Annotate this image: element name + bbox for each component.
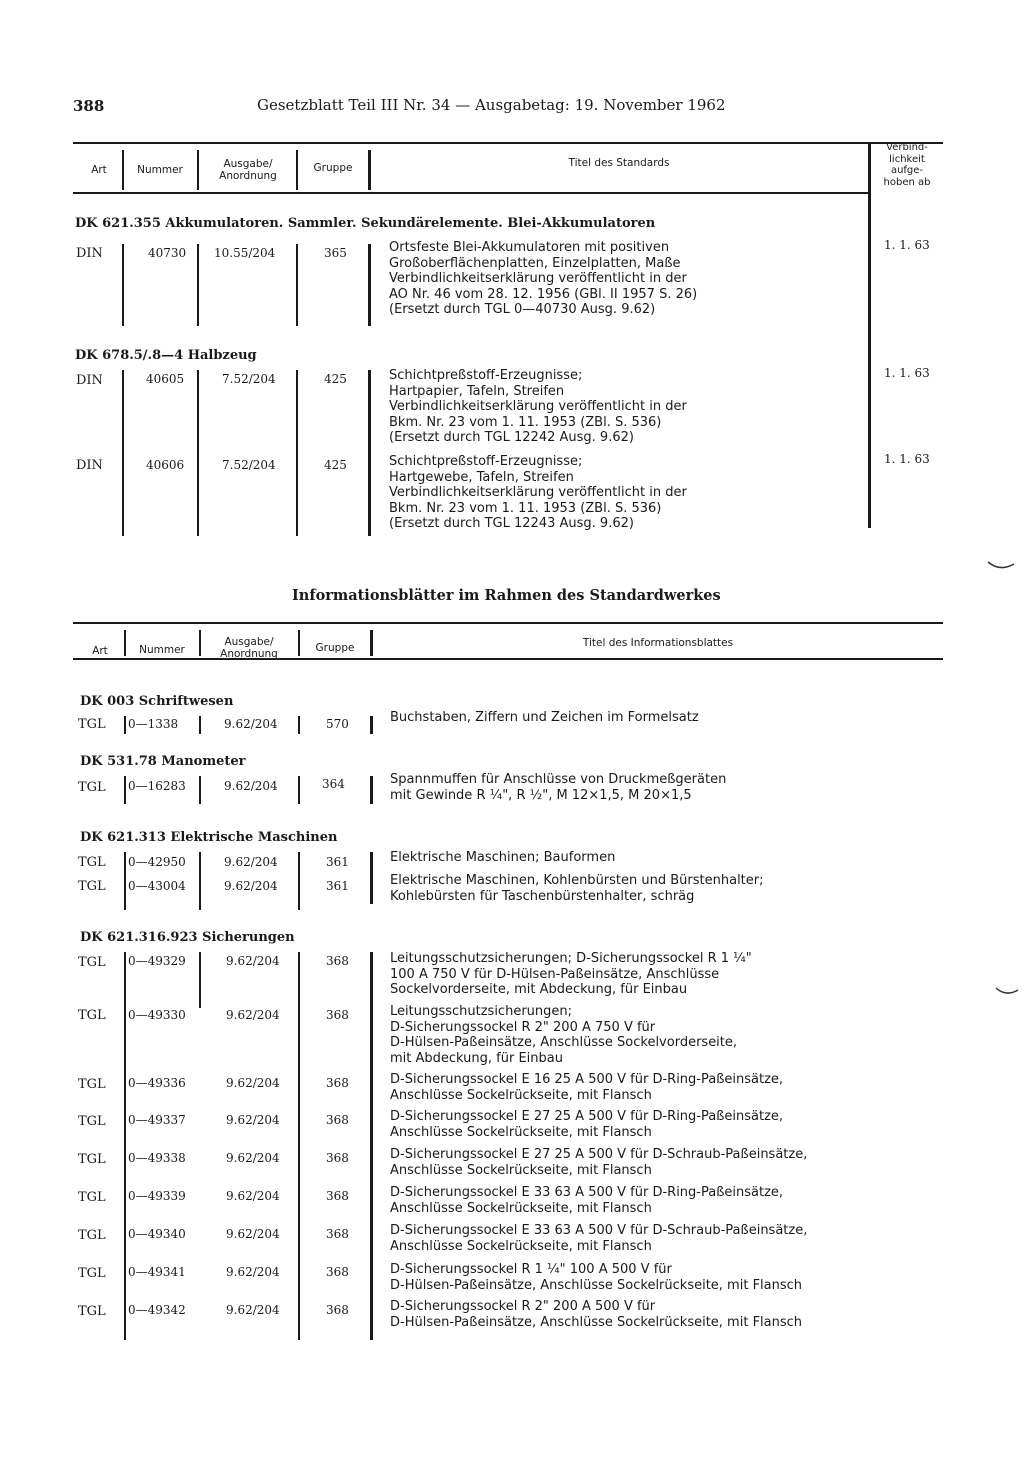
table1-divider <box>368 150 371 190</box>
row-divider <box>124 716 126 734</box>
title-line: Hartgewebe, Tafeln, Streifen <box>389 469 574 485</box>
cell-titel <box>390 1109 783 1140</box>
cell-gruppe: 368 <box>326 1008 349 1022</box>
row-divider <box>199 776 201 804</box>
table1-top-rule <box>73 142 943 144</box>
title-line: mit Abdeckung, für Einbau <box>390 1050 563 1066</box>
cell-gruppe: 361 <box>326 879 349 893</box>
title-line: AO Nr. 46 vom 28. 12. 1956 (GBl. II 1957 S. 26) <box>389 286 698 302</box>
margin-mark-icon <box>994 984 1020 998</box>
cell-art: TGL <box>78 1152 106 1167</box>
table2-col-gruppe: Gruppe <box>315 642 355 654</box>
title-line: Bkm. Nr. 23 vom 1. 11. 1953 (ZBl. S. 536) <box>389 414 662 430</box>
title-line: Anschlüsse Sockelrückseite, mit Flansch <box>390 1087 652 1103</box>
cell-art: TGL <box>78 780 106 795</box>
section-heading: DK 621.313 Elektrische Maschinen <box>80 830 338 845</box>
cell-gruppe: 368 <box>326 1265 349 1279</box>
title-line: Leitungsschutzsicherungen; <box>390 1004 573 1019</box>
table1-col-verbindlich-line3: aufge- <box>890 165 924 176</box>
title-line: D-Sicherungssockel E 33 63 A 500 V für D-Schraub-Paßeinsätze, <box>390 1223 808 1238</box>
table2-col-art: Art <box>92 645 108 657</box>
cell-nummer: 0—49340 <box>128 1227 186 1241</box>
cell-art: DIN <box>76 246 103 261</box>
title-line: D-Sicherungssockel E 16 25 A 500 V für D-Ring-Paßeinsätze, <box>390 1072 784 1087</box>
row-divider <box>370 716 373 734</box>
cell-titel <box>389 368 687 446</box>
table2-divider <box>298 630 300 656</box>
title-line: (Ersetzt durch TGL 12242 Ausg. 9.62) <box>389 430 634 445</box>
cell-titel <box>390 1223 807 1254</box>
table1-col-gruppe: Gruppe <box>313 162 353 174</box>
row-divider <box>296 244 298 326</box>
table1-date-column-rule <box>868 142 871 528</box>
cell-nummer: 0—16283 <box>128 779 186 793</box>
table1-col-ausgabe-line1: Ausgabe/ <box>223 158 273 170</box>
cell-nummer: 40730 <box>148 246 187 260</box>
table1-divider <box>122 150 124 190</box>
section-heading: DK 678.5/.8—4 Halbzeug <box>75 348 257 363</box>
table2-top-rule <box>73 622 943 624</box>
table2-col-titel: Titel des Informationsblattes <box>582 637 734 649</box>
title-line: D-Sicherungssockel E 27 25 A 500 V für D-Schraub-Paßeinsätze, <box>390 1147 808 1162</box>
table1-divider <box>296 150 298 190</box>
row-divider <box>370 776 373 804</box>
cell-ausgabe: 7.52/204 <box>222 372 276 386</box>
table1-col-verbindlich-line2: lichkeit <box>889 153 925 165</box>
title-line: Verbindlichkeitserklärung veröffentlicht in der <box>389 271 687 286</box>
cell-titel <box>390 1072 783 1103</box>
row-divider <box>298 952 300 1340</box>
cell-gruppe: 365 <box>324 246 347 260</box>
cell-ausgabe: 9.62/204 <box>226 1008 280 1022</box>
title-line: Anschlüsse Sockelrückseite, mit Flansch <box>390 1162 652 1178</box>
title-line: Verbindlichkeitserklärung veröffentlicht in der <box>389 485 687 500</box>
cell-gruppe: 368 <box>326 954 349 968</box>
cell-ausgabe: 9.62/204 <box>226 1113 280 1127</box>
table1-col-verbindlich-line4: hoben ab <box>883 176 931 188</box>
cell-gruppe: 368 <box>326 1076 349 1090</box>
cell-gruppe: 368 <box>326 1227 349 1241</box>
table2-col-nummer: Nummer <box>139 644 185 656</box>
title-line: mit Gewinde R ¼", R ½", M 12×1,5, M 20×1,5 <box>390 787 692 803</box>
cell-nummer: 40605 <box>146 372 185 386</box>
title-line: Anschlüsse Sockelrückseite, mit Flansch <box>390 1238 652 1254</box>
cell-ausgabe: 9.62/204 <box>226 1265 280 1279</box>
row-divider <box>368 244 371 326</box>
row-divider <box>197 370 199 536</box>
cell-art: TGL <box>78 1008 106 1023</box>
cell-ausgabe: 9.62/204 <box>226 1303 280 1317</box>
title-line: Buchstaben, Ziffern und Zeichen im Formelsatz <box>390 710 699 725</box>
cell-date: 1. 1. 63 <box>884 452 930 466</box>
cell-titel <box>390 1147 807 1178</box>
table2-heading: Informationsblätter im Rahmen des Standardwerkes <box>292 587 721 604</box>
cell-nummer: 0—49330 <box>128 1008 186 1022</box>
title-line: Anschlüsse Sockelrückseite, mit Flansch <box>390 1124 652 1140</box>
cell-nummer: 0—49339 <box>128 1189 186 1203</box>
title-line: Hartpapier, Tafeln, Streifen <box>389 383 565 399</box>
cell-titel <box>390 951 752 998</box>
cell-titel <box>390 772 726 803</box>
cell-gruppe: 570 <box>326 717 349 731</box>
cell-art: TGL <box>78 855 106 870</box>
cell-gruppe: 425 <box>324 372 347 386</box>
cell-art: DIN <box>76 373 103 388</box>
row-divider <box>298 776 300 804</box>
cell-gruppe: 368 <box>326 1303 349 1317</box>
cell-titel <box>390 873 764 904</box>
cell-date: 1. 1. 63 <box>884 366 930 380</box>
title-line: Schichtpreßstoff-Erzeugnisse; <box>389 368 583 383</box>
table2-col-ausgabe-line1: Ausgabe/ <box>224 636 274 648</box>
row-divider <box>296 370 298 536</box>
title-line: Bkm. Nr. 23 vom 1. 11. 1953 (ZBl. S. 536) <box>389 500 662 516</box>
title-line: D-Hülsen-Paßeinsätze, Anschlüsse Sockelvorderseite, <box>390 1035 738 1050</box>
title-line: Schichtpreßstoff-Erzeugnisse; <box>389 454 583 469</box>
title-line: Leitungsschutzsicherungen; D-Sicherungssockel R 1 ¼" <box>390 951 752 966</box>
cell-ausgabe: 9.62/204 <box>226 1151 280 1165</box>
table1-col-ausgabe-line2: Anordnung <box>219 170 277 182</box>
cell-art: TGL <box>78 1114 106 1129</box>
title-line: (Ersetzt durch TGL 12243 Ausg. 9.62) <box>389 516 634 531</box>
cell-nummer: 0—49337 <box>128 1113 186 1127</box>
title-line: Großoberflächenplatten, Einzelplatten, Maße <box>389 255 681 271</box>
table1-divider <box>197 150 199 190</box>
title-line: Kohlebürsten für Taschenbürstenhalter, schräg <box>390 888 695 904</box>
title-line: D-Sicherungssockel E 33 63 A 500 V für D-Ring-Paßeinsätze, <box>390 1185 784 1200</box>
row-divider <box>298 716 300 734</box>
cell-ausgabe: 9.62/204 <box>226 1189 280 1203</box>
cell-ausgabe: 9.62/204 <box>226 1227 280 1241</box>
cell-titel <box>390 1299 802 1330</box>
cell-ausgabe: 9.62/204 <box>226 1076 280 1090</box>
cell-ausgabe: 9.62/204 <box>224 855 278 869</box>
cell-ausgabe: 9.62/204 <box>224 879 278 893</box>
cell-gruppe: 368 <box>326 1151 349 1165</box>
table2-divider <box>370 630 373 656</box>
row-divider <box>199 852 201 910</box>
cell-titel <box>390 1185 783 1216</box>
cell-nummer: 0—43004 <box>128 879 186 893</box>
title-line: Sockelvorderseite, mit Abdeckung, für Einbau <box>390 982 688 997</box>
table1-header-rule <box>73 192 869 194</box>
cell-nummer: 0—49329 <box>128 954 186 968</box>
row-divider <box>370 952 373 1340</box>
section-heading: DK 003 Schriftwesen <box>80 694 234 709</box>
title-line: D-Hülsen-Paßeinsätze, Anschlüsse Sockelrückseite, mit Flansch <box>390 1277 803 1293</box>
row-divider <box>122 370 124 536</box>
cell-gruppe: 425 <box>324 458 347 472</box>
row-divider <box>124 952 126 1340</box>
cell-nummer: 0—49336 <box>128 1076 186 1090</box>
section-heading: DK 621.355 Akkumulatoren. Sammler. Sekundärelemente. Blei-Akkumulatoren <box>75 216 656 231</box>
cell-art: TGL <box>78 1190 106 1205</box>
title-line: Ortsfeste Blei-Akkumulatoren mit positiven <box>389 240 670 255</box>
row-divider <box>370 852 373 904</box>
cell-nummer: 0—49338 <box>128 1151 186 1165</box>
row-divider <box>199 952 201 1008</box>
title-line: D-Sicherungssockel R 2" 200 A 750 V für <box>390 1019 656 1035</box>
cell-art: TGL <box>78 1228 106 1243</box>
title-line: D-Sicherungssockel R 2" 200 A 500 V für <box>390 1299 656 1314</box>
cell-titel <box>390 1004 737 1066</box>
cell-nummer: 0—1338 <box>128 717 179 731</box>
table2-divider <box>124 630 126 656</box>
row-divider <box>199 716 201 734</box>
cell-titel <box>390 850 615 866</box>
title-line: (Ersetzt durch TGL 0—40730 Ausg. 9.62) <box>389 302 656 317</box>
table1-col-nummer: Nummer <box>137 164 183 176</box>
cell-nummer: 40606 <box>146 458 185 472</box>
cell-gruppe: 364 <box>322 777 345 791</box>
cell-ausgabe: 7.52/204 <box>222 458 276 472</box>
cell-gruppe: 368 <box>326 1189 349 1203</box>
title-line: D-Hülsen-Paßeinsätze, Anschlüsse Sockelrückseite, mit Flansch <box>390 1314 803 1330</box>
section-heading: DK 531.78 Manometer <box>80 754 246 769</box>
table1-col-art: Art <box>91 164 107 176</box>
table2-col-ausgabe <box>200 636 298 660</box>
page-number: 388 <box>73 97 105 115</box>
title-line: 100 A 750 V für D-Hülsen-Paßeinsätze, Anschlüsse <box>390 966 720 982</box>
title-line: Spannmuffen für Anschlüsse von Druckmeßgeräten <box>390 772 727 787</box>
title-line: Anschlüsse Sockelrückseite, mit Flansch <box>390 1200 652 1216</box>
table1-col-ausgabe <box>200 158 296 182</box>
row-divider <box>124 852 126 910</box>
table1-col-verbindlich-line1: Verbind- <box>886 142 928 153</box>
cell-date: 1. 1. 63 <box>884 238 930 252</box>
cell-art: TGL <box>78 1266 106 1281</box>
table2-col-ausgabe-line2: Anordnung <box>220 648 278 660</box>
cell-art: TGL <box>78 717 106 732</box>
cell-art: TGL <box>78 1077 106 1092</box>
title-line: Elektrische Maschinen; Bauformen <box>390 850 616 865</box>
cell-nummer: 0—49342 <box>128 1303 186 1317</box>
row-divider <box>124 776 126 804</box>
cell-nummer: 0—42950 <box>128 855 186 869</box>
row-divider <box>122 244 124 326</box>
cell-nummer: 0—49341 <box>128 1265 186 1279</box>
running-title: Gesetzblatt Teil III Nr. 34 — Ausgabetag: 19. November 1962 <box>257 96 726 114</box>
title-line: Verbindlichkeitserklärung veröffentlicht in der <box>389 399 687 414</box>
margin-mark-icon <box>986 558 1016 572</box>
table2-divider <box>199 630 201 656</box>
cell-titel <box>389 240 697 318</box>
cell-titel <box>390 1262 802 1293</box>
cell-gruppe: 361 <box>326 855 349 869</box>
table1-col-verbindlich <box>871 142 943 188</box>
row-divider <box>368 370 371 536</box>
cell-art: TGL <box>78 1304 106 1319</box>
cell-art: TGL <box>78 879 106 894</box>
cell-art: DIN <box>76 458 103 473</box>
cell-ausgabe: 9.62/204 <box>226 954 280 968</box>
cell-titel <box>389 454 687 532</box>
cell-titel <box>390 710 699 726</box>
title-line: D-Sicherungssockel E 27 25 A 500 V für D-Ring-Paßeinsätze, <box>390 1109 784 1124</box>
cell-ausgabe: 10.55/204 <box>214 246 276 260</box>
cell-ausgabe: 9.62/204 <box>224 717 278 731</box>
title-line: Elektrische Maschinen, Kohlenbürsten und Bürstenhalter; <box>390 873 764 888</box>
cell-gruppe: 368 <box>326 1113 349 1127</box>
row-divider <box>298 852 300 910</box>
row-divider <box>197 244 199 326</box>
title-line: D-Sicherungssockel R 1 ¼" 100 A 500 V für <box>390 1262 672 1277</box>
section-heading: DK 621.316.923 Sicherungen <box>80 930 295 945</box>
cell-art: TGL <box>78 955 106 970</box>
table1-col-titel: Titel des Standards <box>568 157 670 169</box>
cell-ausgabe: 9.62/204 <box>224 779 278 793</box>
